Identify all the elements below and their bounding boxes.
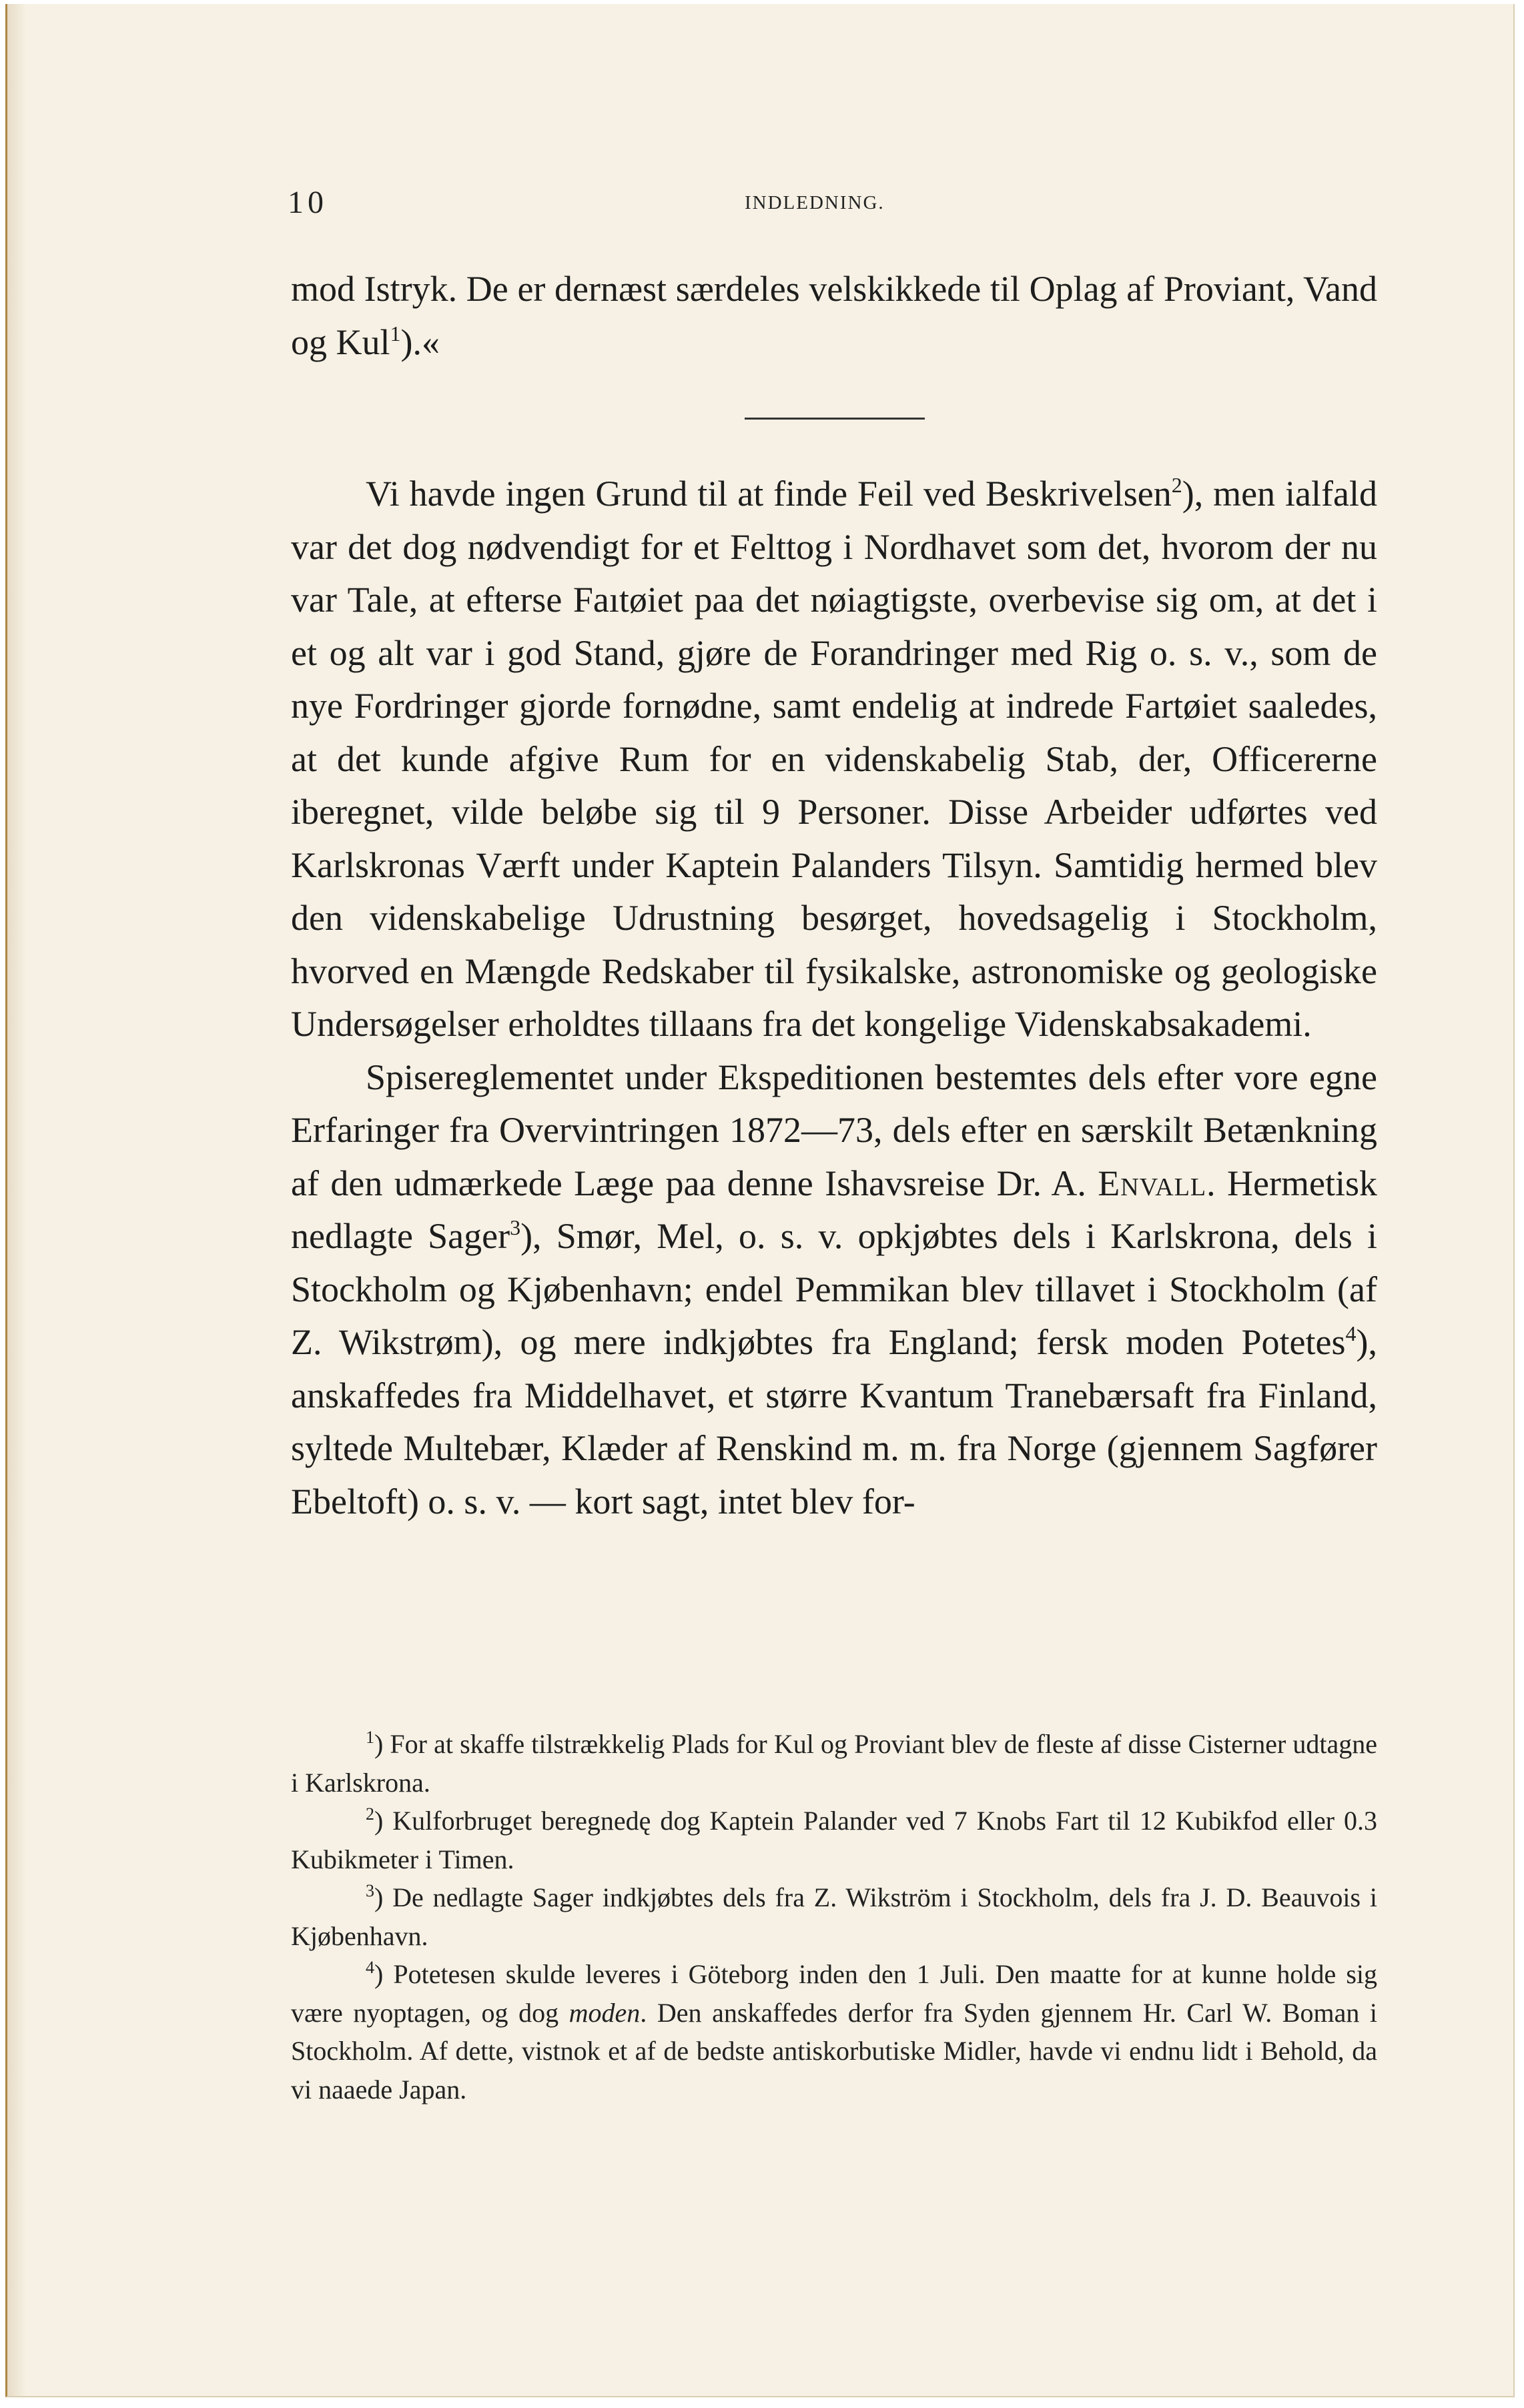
footnote-3 <box>291 1878 1377 1955</box>
footnote-3-text: ) De nedlagte Sager indkjøbtes dels fra Z. Wikström i Stockholm, dels fra J. D. Beauvois i Kjøbenhavn. <box>291 1882 1377 1951</box>
paragraph-1-end: ).« <box>400 322 440 362</box>
book-page <box>5 4 1515 2397</box>
paragraph-1 <box>291 263 1377 369</box>
footnote-2-marker: 2 <box>366 1804 374 1824</box>
footnote-1 <box>291 1725 1377 1802</box>
paragraph-3-part-b: . Hermetisk nedlagte Sager <box>291 1163 1377 1256</box>
paragraph-3 <box>291 1051 1377 1529</box>
footnote-4-italic-word: moden <box>568 1997 641 2028</box>
running-head: INDLEDNING. <box>745 192 885 213</box>
paragraph-2-rest: ), men ialfald var det dog nødvendigt for et Felttog i Nordhavet som det, hvorom der nu var Tale, at efterse Faıtøiet paa det nøiagtigste, overbevise sig om, at det i et og alt var i god Stand, gjøre de Forandringer med Rig o. s. v., som de nye Fordringer gjorde fornødne, samt endelig at indrede Fartøiet saaledes, at det kunde afgive Rum for en videnskabelig Stab, der, Officererne iberegnet, vilde beløbe sig til 9 Personer. Disse Arbeider udførtes ved Karlskronas Værft under Kaptein Palanders Tilsyn. Samtidig hermed blev den videnskabelige Udrustning besørget, hovedsagelig i Stockholm, hvorved en Mængde Redskaber til fysikalske, astronomiske og geologiske Undersøgelser erholdtes tillaans fra det kongelige Videnskabsakademi. <box>291 474 1377 1044</box>
page-edge-shadow <box>7 4 26 2396</box>
paragraph-2-start: Vi havde ingen Grund til at finde Feil ved Beskrivelsen <box>366 474 1172 514</box>
paragraph-3-part-d: ), anskaffedes fra Middelhavet, et større Kvantum Tranebærsaft fra Finland, syltede Multebær, Klæder af Renskind m. m. fra Norge (gjennem Sagfører Ebeltoft) o. s. v. — kort sagt, intet blev for- <box>291 1322 1377 1522</box>
footnotes <box>291 1725 1377 2109</box>
page-header <box>288 184 1382 224</box>
paragraph-2 <box>291 468 1377 1051</box>
footnote-4-marker: 4 <box>366 1958 374 1977</box>
footnote-ref-3: 3 <box>510 1215 521 1239</box>
footnote-4-text-end: . Den anskaffedes derfor fra Syden gjennem Hr. Carl W. Boman i Stockholm. Af dette, vistnok et af de bedste antiskorbutiske Midler, havde vi endnu lidt i Behold, da vi naaede Japan. <box>291 1997 1378 2104</box>
footnote-3-marker: 3 <box>366 1881 374 1900</box>
person-name-envall: Envall <box>1098 1163 1207 1203</box>
section-divider <box>745 418 925 420</box>
footnote-4 <box>291 1955 1377 2109</box>
footnote-ref-4: 4 <box>1345 1321 1357 1345</box>
page-number: 10 <box>288 185 328 220</box>
footnote-ref-1: 1 <box>390 321 401 346</box>
footnote-2-text: ) Kulforbruget beregnedę dog Kaptein Palander ved 7 Knobs Fart til 12 Kubikfod eller 0.3 Kubikmeter i Timen. <box>291 1806 1377 1874</box>
main-text <box>291 263 1377 1528</box>
paragraph-3-part-c: ), Smør, Mel, o. s. v. opkjøbtes dels i Karlskrona, dels i Stockholm og Kjøbenhavn; endel Pemmikan blev tillavet i Stockholm (af Z. Wikstrøm), og mere indkjøbtes fra England; fersk moden Potetes <box>291 1216 1377 1362</box>
footnote-1-text: ) For at skaffe tilstrækkelig Plads for Kul og Proviant blev de fleste af disse Cisterner udtagne i Karlskrona. <box>291 1729 1377 1798</box>
footnote-2 <box>291 1802 1377 1878</box>
paragraph-3-start: Spisereglementet under Ekspeditionen bestemtes dels efter vore egne Erfaringer fra Overvintringen 1872—73, dels efter en særskilt Betænkning af den udmærkede Læge paa denne Ishavsreise Dr. A. <box>291 1057 1377 1203</box>
footnote-ref-2: 2 <box>1171 473 1182 497</box>
footnote-1-marker: 1 <box>366 1728 374 1747</box>
footnote-4-text-start: ) Potetesen skulde leveres i Göteborg inden den 1 Juli. Den maatte for at kunne holde sig være nyoptagen, og dog <box>291 1959 1377 2028</box>
paragraph-1-text: mod Istryk. De er dernæst særdeles velskikkede til Oplag af Proviant, Vand og Kul <box>291 269 1377 362</box>
